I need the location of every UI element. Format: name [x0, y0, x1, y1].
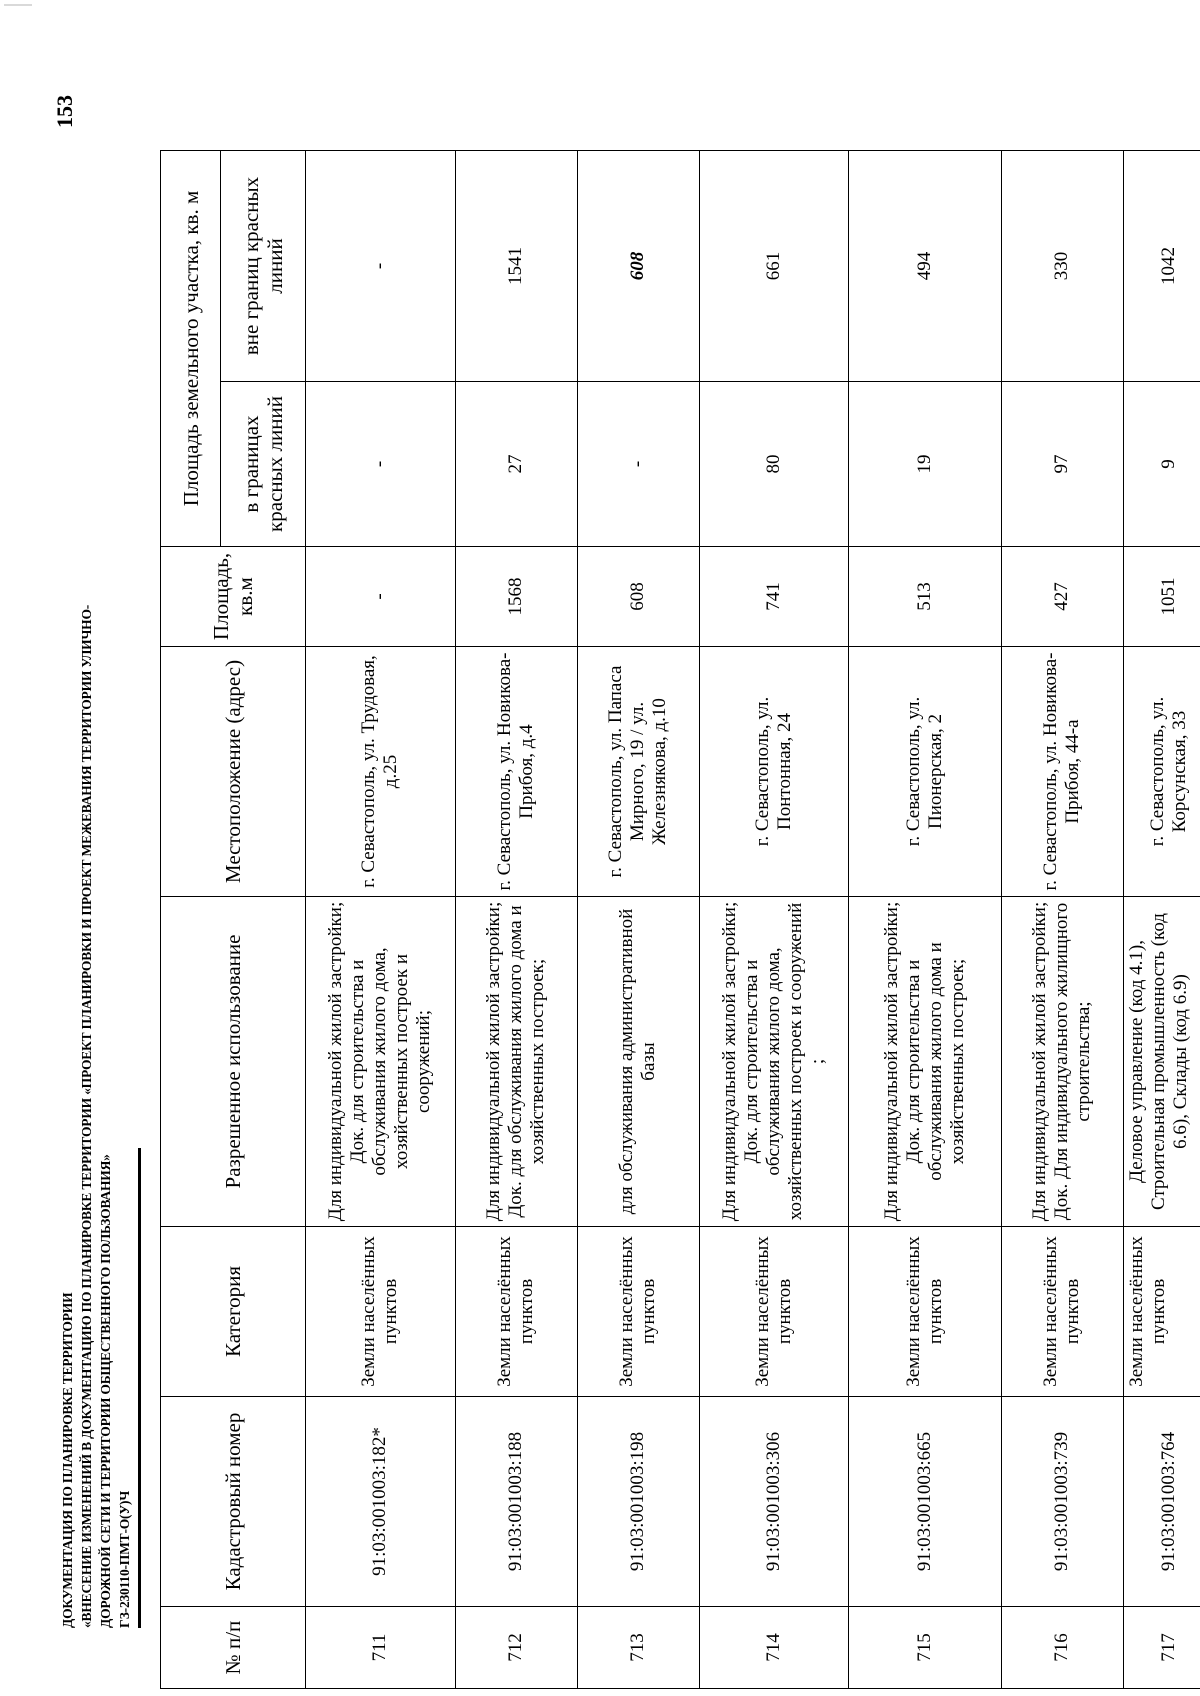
table-row: [1001, 150, 1123, 1688]
table-row: [699, 150, 849, 1688]
cell-cadastral: 91:03:001003:665: [849, 1397, 1001, 1607]
cell-num: 712: [455, 1607, 577, 1689]
col-header-category: Категория: [161, 1227, 306, 1397]
cell-num: 711: [306, 1607, 456, 1689]
cell-category: Земли населённых пунктов: [455, 1227, 577, 1397]
cell-inside: -: [577, 382, 699, 547]
cell-num: 714: [699, 1607, 849, 1689]
cell-location: г. Севастополь, ул. Папаса Мирного, 19 / ул. Железнякова, д.10: [577, 647, 699, 897]
cell-cadastral: 91:03:001003:182*: [306, 1397, 456, 1607]
cell-area: 513: [849, 547, 1001, 647]
cell-usage: Для индивидуальной жилой застройки; Док. для строительства и обслуживания жилого дома и хозяйственных построек;: [849, 897, 1001, 1227]
header-line-3: ДОРОЖНОЙ СЕТИ И ТЕРРИТОРИИ ОБЩЕСТВЕННОГО ПОЛЬЗОВАНИЯ»: [98, 1154, 113, 1628]
header-divider: [138, 1148, 141, 1628]
cell-usage: Для индивидуальной жилой застройки; Док. Для индивидуального жилищного строительства;: [1001, 897, 1123, 1227]
table-row: [306, 150, 456, 1688]
col-header-cadastral: Кадастровый номер: [161, 1397, 306, 1607]
cell-location: г. Севастополь, ул. Новикова-Прибоя, 44-а: [1001, 647, 1123, 897]
col-header-location: Местоположение (адрес): [161, 647, 306, 897]
document-header: [58, 268, 134, 1628]
cell-outside: 1541: [455, 150, 577, 381]
cell-inside: 97: [1001, 382, 1123, 547]
col-header-plot-area: Площадь земельного участка, кв. м: [161, 150, 221, 546]
cell-cadastral: 91:03:001003:198: [577, 1397, 699, 1607]
table-row: [577, 150, 699, 1688]
table-container: [160, 151, 1200, 1689]
cell-location: г. Севастополь, ул. Корсунская, 33: [1123, 647, 1200, 897]
cell-location: г. Севастополь, ул. Пионерская, 2: [849, 647, 1001, 897]
table-row: [849, 150, 1001, 1688]
cell-area: 741: [699, 547, 849, 647]
header-line-1: ДОКУМЕНТАЦИЯ ПО ПЛАНИРОВКЕ ТЕРРИТОРИИ: [60, 1292, 75, 1628]
cell-outside: 494: [849, 150, 1001, 381]
cell-area: 1051: [1123, 547, 1200, 647]
header-line-2: «ВНЕСЕНИЕ ИЗМЕНЕНИЙ В ДОКУМЕНТАЦИЮ ПО ПЛАНИРОВКЕ ТЕРРИТОРИИ «ПРОЕКТ ПЛАНИРОВКИ И ПРОЕКТ МЕЖЕВАНИЯ ТЕРРИТОРИИ УЛИЧНО-: [79, 604, 94, 1628]
cell-usage: Деловое управление (код 4.1), Строительная промышленность (код 6.6), Склады (код 6.9): [1123, 897, 1200, 1227]
cell-area: 608: [577, 547, 699, 647]
cell-cadastral: 91:03:001003:739: [1001, 1397, 1123, 1607]
table-row: [1123, 150, 1200, 1688]
cell-outside: -: [306, 150, 456, 381]
land-plots-table: [160, 150, 1200, 1689]
cell-usage: Для индивидуальной жилой застройки; Док. для строительства и обслуживания жилого дома, хозяйственных построек и сооружений ;: [699, 897, 849, 1227]
cell-area: -: [306, 547, 456, 647]
cell-inside: 9: [1123, 382, 1200, 547]
cell-num: 717: [1123, 1607, 1200, 1689]
table-body: [306, 150, 1200, 1688]
cell-num: 715: [849, 1607, 1001, 1689]
cell-area: 427: [1001, 547, 1123, 647]
cell-outside: 608: [577, 150, 699, 381]
header-line-4: ГЗ-230110-ПМТ-О(У)Ч: [117, 1490, 132, 1628]
cell-category: Земли населённых пунктов: [577, 1227, 699, 1397]
col-header-inside: в границах красных линий: [221, 382, 306, 547]
cell-area: 1568: [455, 547, 577, 647]
cell-location: г. Севастополь, ул. Новикова-Прибоя, д.4: [455, 647, 577, 897]
cell-category: Земли населённых пунктов: [1123, 1227, 1200, 1397]
cell-outside: 661: [699, 150, 849, 381]
page-number: 153: [52, 95, 77, 128]
col-header-usage: Разрешенное использование: [161, 897, 306, 1227]
cell-inside: 80: [699, 382, 849, 547]
cell-location: г. Севастополь, ул. Трудовая, д.25: [306, 647, 456, 897]
cell-usage: Для индивидуальной жилой застройки; Док. для обслуживания жилого дома и хозяйственных построек;: [455, 897, 577, 1227]
cell-usage: Для индивидуальной жилой застройки; Док. для строительства и обслуживания жилого дома, хозяйственных построек и сооружений;: [306, 897, 456, 1227]
cell-category: Земли населённых пунктов: [306, 1227, 456, 1397]
cell-cadastral: 91:03:001003:764: [1123, 1397, 1200, 1607]
cell-location: г. Севастополь, ул. Понтонная, 24: [699, 647, 849, 897]
cell-category: Земли населённых пунктов: [849, 1227, 1001, 1397]
col-header-outside: вне границ красных линий: [221, 150, 306, 381]
cell-usage: для обслуживания административной базы: [577, 897, 699, 1227]
cell-num: 713: [577, 1607, 699, 1689]
col-header-num: № п/п: [161, 1607, 306, 1689]
cell-num: 716: [1001, 1607, 1123, 1689]
cell-cadastral: 91:03:001003:306: [699, 1397, 849, 1607]
cell-outside: 330: [1001, 150, 1123, 381]
cell-inside: -: [306, 382, 456, 547]
cell-category: Земли населённых пунктов: [1001, 1227, 1123, 1397]
table-row: [455, 150, 577, 1688]
cell-cadastral: 91:03:001003:188: [455, 1397, 577, 1607]
col-header-area: Площадь, кв.м: [161, 547, 306, 647]
cell-inside: 19: [849, 382, 1001, 547]
cell-category: Земли населённых пунктов: [699, 1227, 849, 1397]
cell-inside: 27: [455, 382, 577, 547]
cell-outside: 1042: [1123, 150, 1200, 381]
